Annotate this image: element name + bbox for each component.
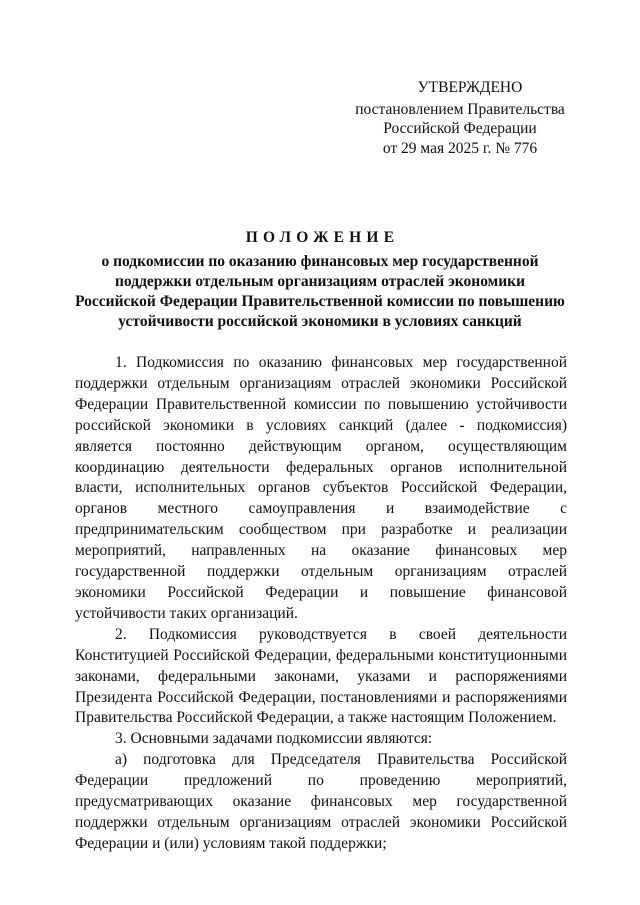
approval-stamp [340, 78, 580, 158]
document-subject-line: устойчивости российской экономики в условиях санкций [118, 313, 522, 330]
document-body [75, 353, 567, 855]
paragraph-3a: а) подготовка для Председателя Правительства Российской Федерации предложений по проведению мероприятий, предусматривающих оказание финансовых мер государственной поддержки отдельным организациям отраслей экономики Российской Федерации и (или) условиям такой поддержки; [75, 751, 567, 852]
document-type-heading: ПОЛОЖЕНИЕ [245, 229, 400, 246]
document-subject-line: Российской Федерации Правительственной комиссии по повышению [75, 293, 565, 310]
document-subject [75, 252, 565, 332]
paragraph-3: 3. Основными задачами подкомиссии являются: [115, 730, 433, 748]
document-subject-line: поддержки отдельным организациям отраслей экономики [115, 273, 525, 290]
approval-heading: УТВЕРЖДЕНО [417, 79, 523, 96]
document-subject-line: о подкомиссии по оказанию финансовых мер государственной [101, 253, 539, 270]
document-title-block [75, 228, 565, 332]
paragraph-1: 1. Подкомиссия по оказанию финансовых мер государственной поддержки отдельным организациям отраслей экономики Российской Федерации Правительственной комиссии по повышению устойчивости российской экономики в условиях санкций (далее - подкомиссия) является постоянно действующим органом, осуществляющим координацию деятельности федеральных органов исполнительной власти, исполнительных органов субъектов Российской Федерации, органов местного самоуправления и взаимодействие с предпринимательским сообществом при разработке и реализации мероприятий, направленных на оказание финансовых мер государственной поддержки отдельным организациям отраслей экономики Российской Федерации и повышение финансовой устойчивости таких организаций. [75, 354, 567, 622]
approval-line-government: Российской Федерации [383, 120, 537, 137]
paragraph-2: 2. Подкомиссия руководствуется в своей деятельности Конституцией Российской Федерации, федеральными конституционными законами, федеральными законами, указами и распоряжениями Президента Российской Федерации, постановлениями и распоряжениями Правительства Российской Федерации, а также настоящим Положением. [75, 625, 567, 727]
approval-line-resolution: постановлением Правительства [355, 100, 565, 118]
approval-line-date-number: от 29 мая 2025 г. № 776 [382, 139, 538, 157]
